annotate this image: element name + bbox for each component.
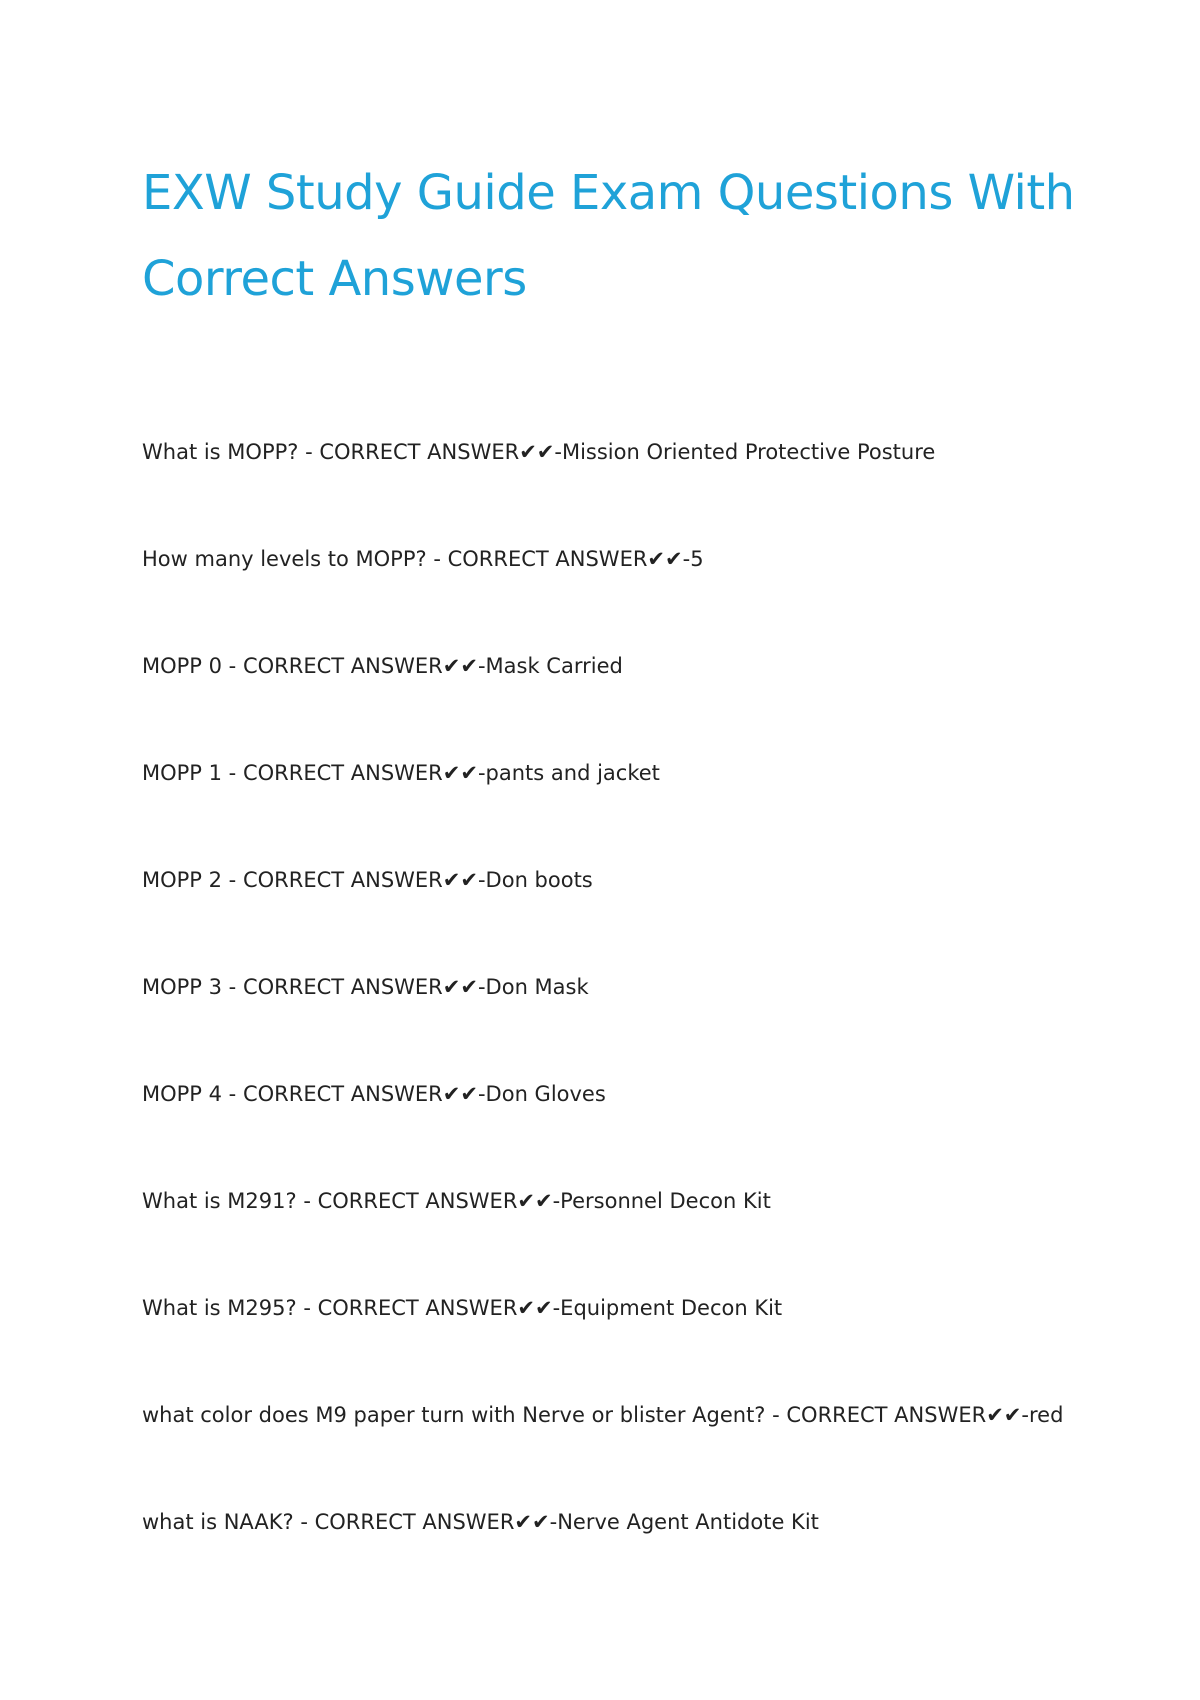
qa-item: MOPP 0 - CORRECT ANSWER✔✔-Mask Carried: [142, 654, 623, 678]
qa-item: MOPP 3 - CORRECT ANSWER✔✔-Don Mask: [142, 975, 589, 999]
qa-item: What is MOPP? - CORRECT ANSWER✔✔-Mission Oriented Protective Posture: [142, 440, 936, 464]
qa-item: What is M295? - CORRECT ANSWER✔✔-Equipment Decon Kit: [142, 1296, 783, 1320]
qa-item: MOPP 1 - CORRECT ANSWER✔✔-pants and jacket: [142, 761, 660, 785]
qa-item: How many levels to MOPP? - CORRECT ANSWER✔✔-5: [142, 547, 704, 571]
qa-item: what is NAAK? - CORRECT ANSWER✔✔-Nerve Agent Antidote Kit: [142, 1510, 819, 1534]
qa-item: what color does M9 paper turn with Nerve or blister Agent? - CORRECT ANSWER✔✔-red: [142, 1403, 1064, 1427]
qa-item: What is M291? - CORRECT ANSWER✔✔-Personnel Decon Kit: [142, 1189, 771, 1213]
qa-item: MOPP 4 - CORRECT ANSWER✔✔-Don Gloves: [142, 1082, 606, 1106]
document-title: EXW Study Guide Exam Questions With Correct Answers: [142, 165, 1075, 307]
qa-item: MOPP 2 - CORRECT ANSWER✔✔-Don boots: [142, 868, 593, 892]
qa-list: [142, 440, 1142, 1617]
